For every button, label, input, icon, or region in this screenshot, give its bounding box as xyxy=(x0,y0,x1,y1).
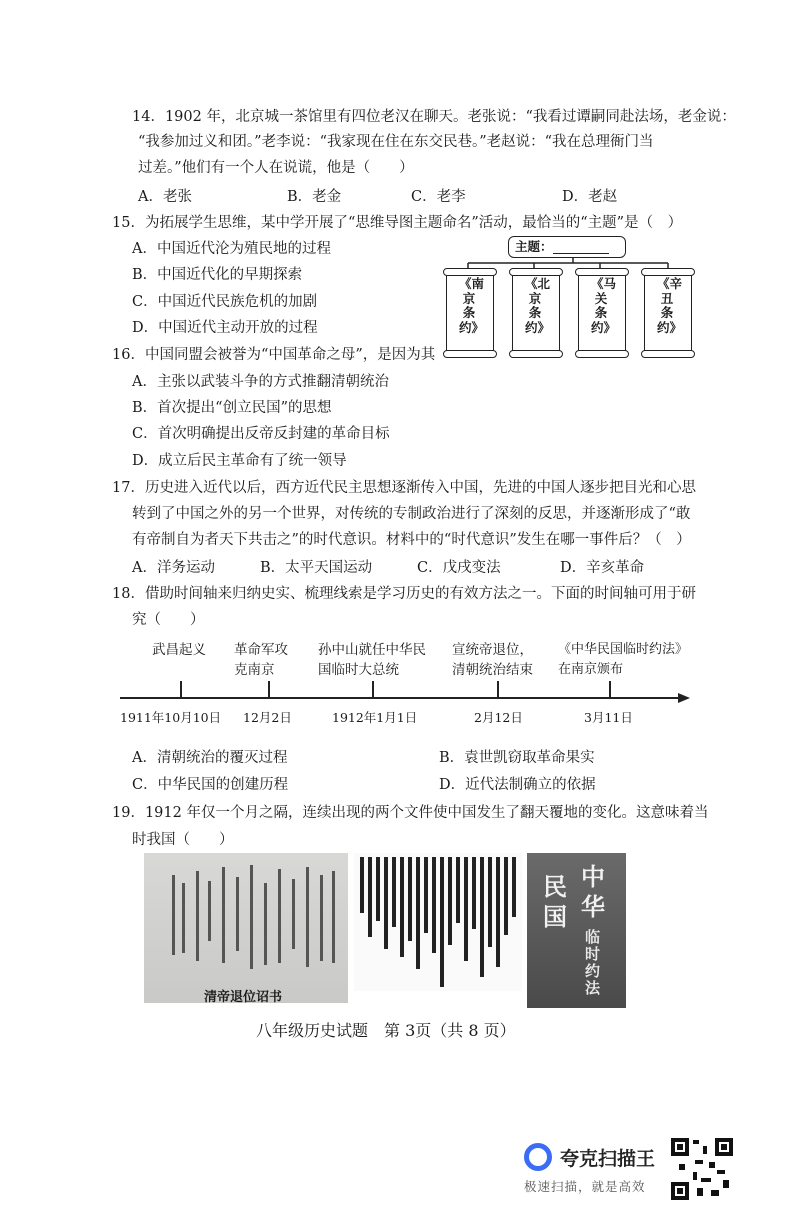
q16-stem: 16．中国同盟会被誉为“中国革命之母”，是因为其 xyxy=(112,347,436,363)
scroll-4-text: 《辛丑条约》 xyxy=(657,276,683,335)
mindmap-title-label: 主题： xyxy=(515,239,553,254)
timeline-date-4: 2月12日 xyxy=(474,710,523,725)
mindmap-scroll-2 xyxy=(512,272,560,354)
q14-option-a[interactable]: A．老张 xyxy=(138,189,192,205)
provisional-constitution-text-photo xyxy=(354,853,522,991)
cover-char-zhong: 中 xyxy=(581,862,605,891)
q18-option-a[interactable]: A．清朝统治的覆灭过程 xyxy=(132,750,288,766)
q15-option-c[interactable]: C．中国近代民族危机的加剧 xyxy=(132,294,318,310)
q16-option-b[interactable]: B．首次提出“创立民国”的思想 xyxy=(132,400,332,416)
timeline-event-1-line-1: 武昌起义 xyxy=(152,642,206,658)
timeline-tick-2 xyxy=(268,681,270,697)
timeline-tick-3 xyxy=(372,681,374,697)
scroll-2-text: 《北京条约》 xyxy=(525,276,551,335)
provisional-constitution-cover-photo xyxy=(527,853,626,1008)
abdication-edict-photo xyxy=(144,853,348,1003)
q16-option-d[interactable]: D．成立后民主革命有了统一领导 xyxy=(132,453,347,469)
q17-option-d[interactable]: D．辛亥革命 xyxy=(560,560,645,576)
q14-option-d[interactable]: D．老赵 xyxy=(562,189,618,205)
brand-name: 夸克扫描王 xyxy=(560,1148,656,1170)
timeline-tick-4 xyxy=(497,681,499,697)
timeline-event-5-line-1: 《中华民国临时约法》 xyxy=(558,642,689,657)
timeline-event-2-line-2: 克南京 xyxy=(234,662,275,678)
q19-line-2: 时我国（ ） xyxy=(132,832,234,848)
q19-line-1: 19．1912 年仅一个月之隔，连续出现的两个文件使中国发生了翻天覆地的变化。这意味着当 xyxy=(112,805,709,821)
timeline-event-2 xyxy=(234,640,288,680)
q18-option-b[interactable]: B．袁世凯窃取革命果实 xyxy=(439,750,595,766)
q17-option-b[interactable]: B．太平天国运动 xyxy=(260,560,373,576)
q17-line-1: 17．历史进入近代以后，西方近代民主思想逐渐传入中国，先进的中国人逐步把目光和心思 xyxy=(112,480,696,496)
cover-char-min: 民 xyxy=(543,872,567,901)
q18-line-1: 18．借助时间轴来归纳史实、梳理线索是学习历史的有效方法之一。下面的时间轴可用于研 xyxy=(112,586,696,602)
q15-stem: 15．为拓展学生思维，某中学开展了“思维导图主题命名”活动，最恰当的“主题”是（ ） xyxy=(112,215,683,231)
timeline-event-3 xyxy=(318,640,426,680)
abdication-edict-caption: 清帝退位诏书 xyxy=(204,990,283,1005)
q17-line-3: 有帝制自为者天下共击之”的时代意识。材料中的“时代意识”发生在哪一事件后？（ ） xyxy=(132,532,691,548)
q17-line-2: 转到了中国之外的另一个世界，对传统的专制政治进行了深刻的反思，并逐渐形成了“敢 xyxy=(132,506,691,522)
timeline-event-1 xyxy=(152,640,206,660)
timeline-date-1: 1911年10月10日 xyxy=(120,710,222,725)
cover-char-guo: 国 xyxy=(543,902,567,931)
timeline-date-3: 1912年1月1日 xyxy=(332,710,418,725)
mindmap-scroll-1 xyxy=(446,272,494,354)
timeline-axis xyxy=(118,690,694,706)
q16-option-c[interactable]: C．首次明确提出反帝反封建的革命目标 xyxy=(132,426,390,442)
scroll-1-text: 《南京条约》 xyxy=(459,276,485,335)
timeline-event-4 xyxy=(452,640,533,680)
q14-line-2: “我参加过义和团。”老李说：“我家现在住在东交民巷。”老赵说：“我在总理衙门当 xyxy=(138,134,654,150)
q18-line-2: 究（ ） xyxy=(132,612,205,628)
timeline-date-5: 3月11日 xyxy=(584,710,633,725)
mindmap-scroll-3 xyxy=(578,272,626,354)
timeline-event-2-line-1: 革命军攻 xyxy=(234,642,288,658)
page-footer: 八年级历史试题 第 3页（共 8 页） xyxy=(256,1021,516,1040)
cover-char-hua: 华 xyxy=(581,892,605,921)
q17-option-a[interactable]: A．洋务运动 xyxy=(132,560,215,576)
scroll-3-text: 《马关条约》 xyxy=(591,276,617,335)
qr-code-icon[interactable] xyxy=(671,1138,733,1200)
brand-slogan: 极速扫描，就是高效 xyxy=(524,1179,646,1194)
mindmap-title-blank xyxy=(553,241,609,254)
q16-option-a[interactable]: A．主张以武装斗争的方式推翻清朝统治 xyxy=(132,374,389,390)
mindmap-scroll-4 xyxy=(644,272,692,354)
timeline-event-5 xyxy=(558,640,688,680)
q14-option-b[interactable]: B．老金 xyxy=(287,189,342,205)
q15-option-d[interactable]: D．中国近代主动开放的过程 xyxy=(132,320,318,336)
cover-subtitle: 临时约法 xyxy=(585,928,601,997)
q18-option-d[interactable]: D．近代法制确立的依据 xyxy=(439,777,596,793)
q14-option-c[interactable]: C．老李 xyxy=(411,189,466,205)
q15-option-b[interactable]: B．中国近代化的早期探索 xyxy=(132,267,303,283)
timeline-event-5-line-2: 在南京颁布 xyxy=(558,662,624,677)
timeline-date-2: 12月2日 xyxy=(243,710,292,725)
timeline-event-4-line-2: 清朝统治结束 xyxy=(452,662,533,678)
q18-option-c[interactable]: C．中华民国的创建历程 xyxy=(132,777,289,793)
timeline-tick-1 xyxy=(180,681,182,697)
q15-option-a[interactable]: A．中国近代沦为殖民地的过程 xyxy=(132,241,331,257)
quark-logo-icon xyxy=(524,1143,552,1171)
timeline-event-4-line-1: 宣统帝退位， xyxy=(452,642,533,658)
timeline-event-3-line-1: 孙中山就任中华民 xyxy=(318,642,426,658)
q17-option-c[interactable]: C．戊戌变法 xyxy=(417,560,501,576)
q14-line-1: 14．1902 年，北京城一茶馆里有四位老汉在聊天。老张说：“我看过谭嗣同赴法场，老金说： xyxy=(132,109,736,125)
timeline-event-3-line-2: 国临时大总统 xyxy=(318,662,399,678)
q14-line-3: 过差。”他们有一个人在说谎，他是（ ） xyxy=(138,160,414,176)
document-columns xyxy=(354,853,522,991)
timeline-tick-5 xyxy=(609,681,611,697)
